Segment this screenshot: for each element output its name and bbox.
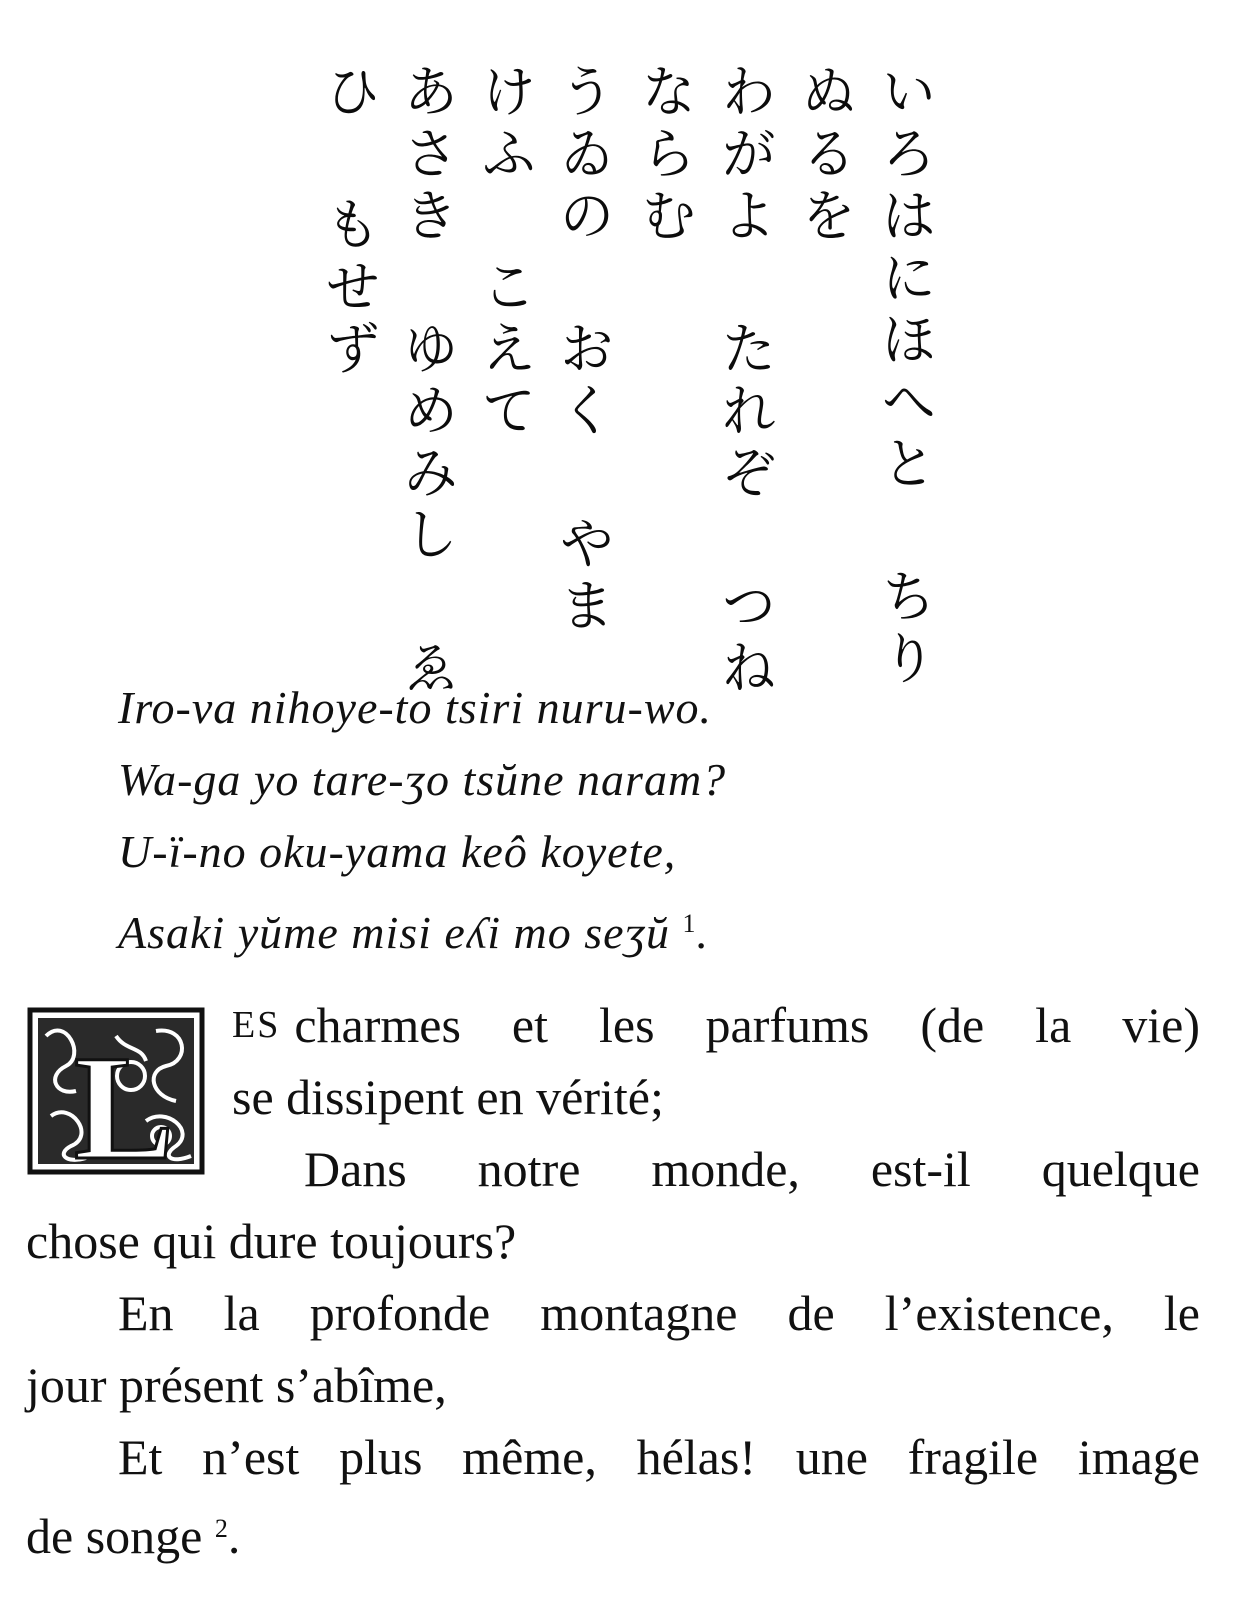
footnote-marker-1: 1: [682, 909, 697, 938]
iroha-kana-poem: [300, 62, 950, 700]
kana-column-2: ぬるを: [792, 62, 857, 248]
text-line-6: jour présent s’abîme,: [26, 1357, 447, 1413]
kana-column-6: けふ こえて: [472, 62, 537, 443]
line8-text: de songe: [26, 1508, 203, 1564]
line1-rest: charmes et les parfums (de la vie): [294, 997, 1200, 1053]
text-line-4: chose qui dure toujours?: [26, 1213, 517, 1269]
line8-end: .: [227, 1508, 241, 1564]
ornamental-dropcap: [26, 1006, 206, 1176]
dropcap-ornament-icon: [26, 1006, 206, 1176]
romanization-line: U-ï-no oku-yama keô koyete,: [118, 826, 677, 877]
text-line-2: se dissipent en vérité;: [232, 1069, 664, 1125]
romanization-line: [118, 888, 1118, 960]
text-line-3: Dans notre monde, est-il quelque: [304, 1141, 1200, 1197]
kana-column-5: うゐの おく やま: [550, 62, 615, 638]
line1-smallcaps: ES: [232, 1004, 281, 1046]
kana-column-4: ならむ: [632, 62, 697, 248]
romanization-line: Iro-va nihoye-to tsiri nuru-wo.: [118, 682, 713, 733]
kana-column-1: いろはにほへと ちり: [872, 62, 937, 691]
romanization-line-text: Asaki yŭme misi eʎi mo seʒŭ: [118, 907, 671, 958]
romanization-block: [118, 672, 1118, 960]
text-line-5: En la profonde montagne de l’existence, le: [118, 1285, 1200, 1341]
romanization-line: Wa-ga yo tare-ʒo tsŭne naram?: [118, 754, 727, 805]
footnote-marker-2: 2: [214, 1514, 228, 1543]
kana-column-3: わがよ たれぞ つね: [712, 62, 777, 700]
text-line-1: [232, 990, 1200, 1060]
text-line-8: [26, 1494, 1202, 1571]
kana-column-7: あさき ゆめみし ゑ: [394, 62, 459, 700]
romanization-end-punct: .: [696, 907, 710, 958]
kana-column-8: ひ もせず: [316, 62, 381, 381]
dropcap-letter: L: [74, 1025, 175, 1176]
text-line-7: Et n’est plus même, hélas! une fragile image: [118, 1429, 1200, 1485]
